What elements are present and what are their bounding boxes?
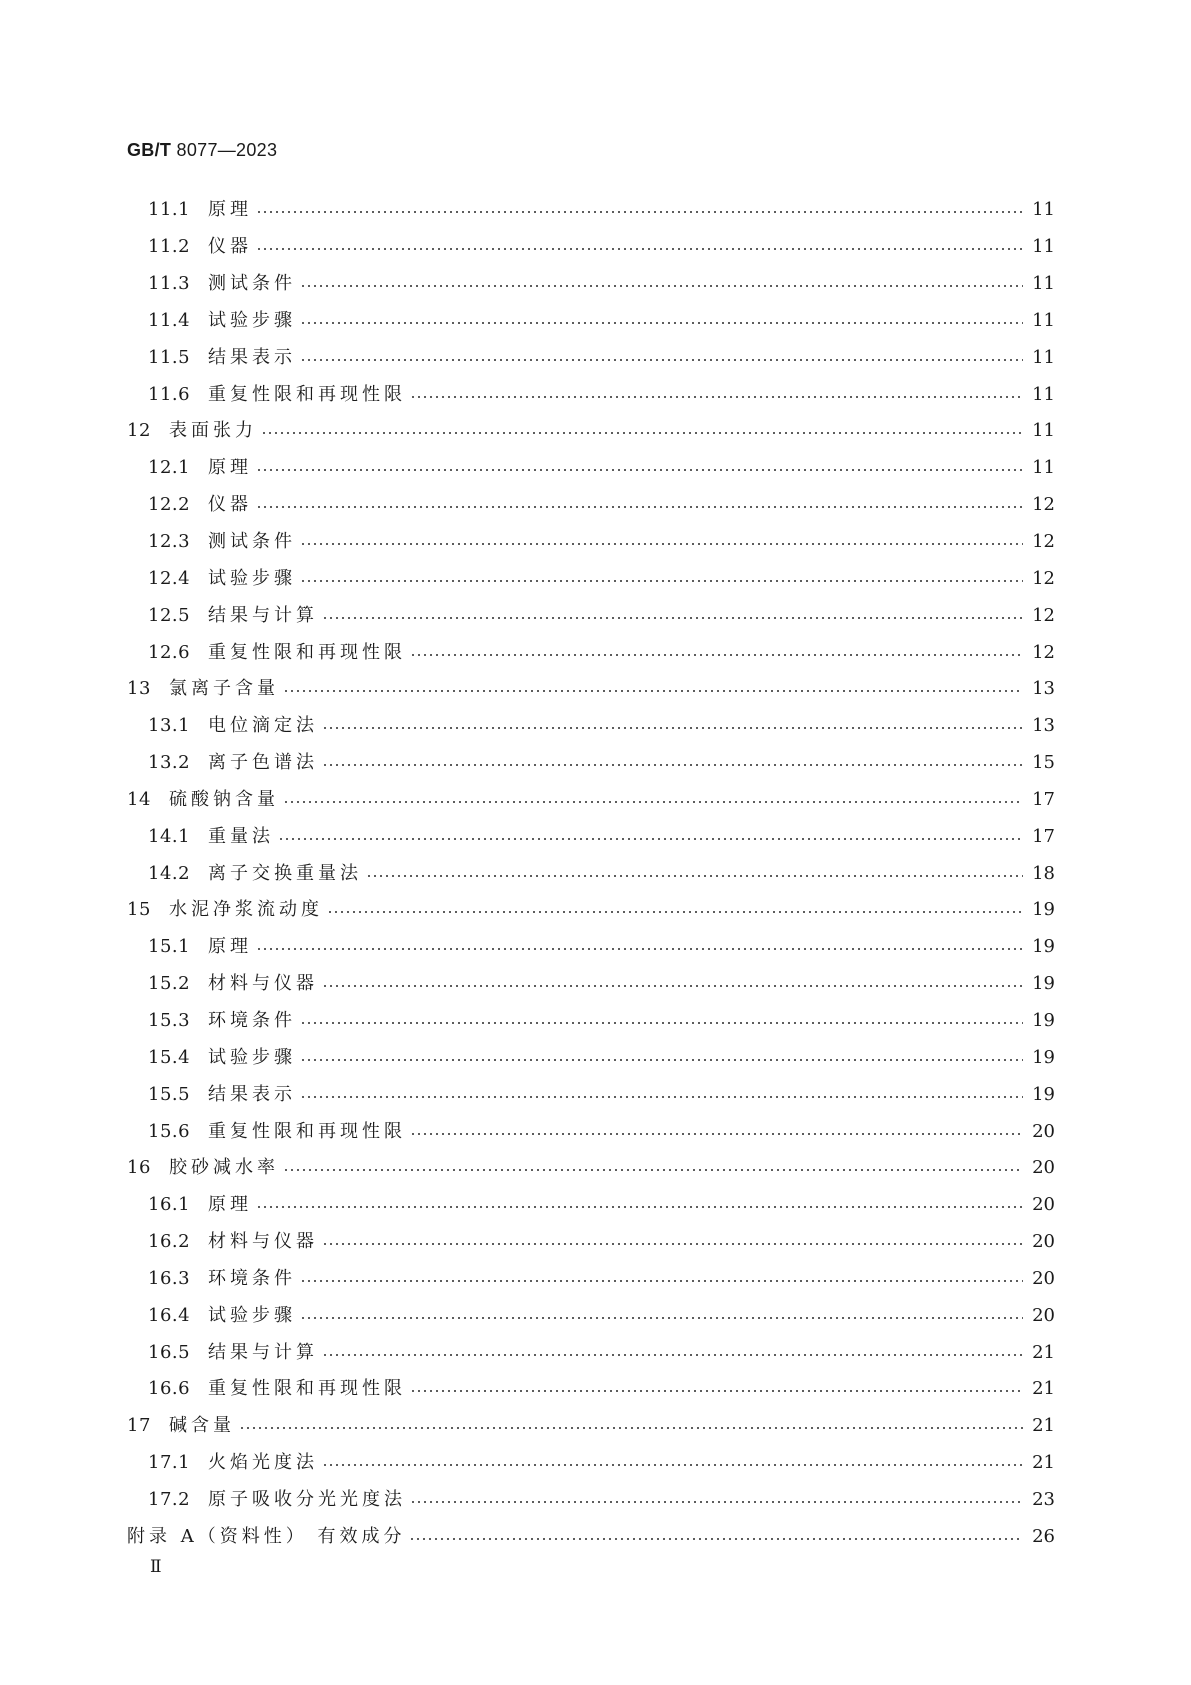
dot-leader bbox=[256, 1206, 1023, 1208]
dot-leader bbox=[283, 690, 1023, 692]
toc-entry[interactable] bbox=[127, 1334, 1055, 1371]
standard-code-header bbox=[127, 140, 277, 161]
toc-entry-page: 19 bbox=[1032, 1009, 1055, 1031]
toc-entry-title: 测试条件 bbox=[208, 531, 296, 553]
toc-entry-number: 14 bbox=[127, 788, 151, 810]
toc-entry-title: 结果与计算 bbox=[208, 604, 318, 626]
toc-entry-number: 11.5 bbox=[148, 346, 191, 368]
toc-entry-title: 重复性限和再现性限 bbox=[208, 1378, 406, 1400]
toc-entry[interactable] bbox=[127, 1113, 1055, 1150]
toc-entry-page: 13 bbox=[1032, 715, 1055, 737]
page-number: Ⅱ bbox=[150, 1557, 162, 1576]
toc-entry[interactable] bbox=[127, 1039, 1055, 1076]
toc-entry[interactable] bbox=[127, 782, 1055, 819]
toc-entry[interactable] bbox=[127, 1371, 1055, 1408]
toc-entry-number: 16.1 bbox=[148, 1194, 191, 1216]
dot-leader bbox=[256, 506, 1023, 508]
toc-entry-page: 23 bbox=[1032, 1488, 1055, 1510]
toc-entry-page: 12 bbox=[1032, 494, 1055, 516]
toc-entry[interactable] bbox=[127, 1518, 1055, 1555]
toc-entry-page: 19 bbox=[1032, 973, 1055, 995]
standard-number: 8077—2023 bbox=[176, 140, 278, 160]
toc-entry-page: 19 bbox=[1032, 1046, 1055, 1068]
toc-entry-title: 离子交换重量法 bbox=[208, 862, 362, 884]
toc-entry-number: 14.2 bbox=[148, 862, 191, 884]
toc-entry-title: 重量法 bbox=[208, 825, 274, 847]
dot-leader bbox=[239, 1427, 1023, 1429]
dot-leader bbox=[300, 1317, 1023, 1319]
dot-leader bbox=[278, 838, 1023, 840]
dot-leader bbox=[300, 359, 1023, 361]
toc-entry-page: 21 bbox=[1032, 1341, 1055, 1363]
toc-entry-page: 20 bbox=[1032, 1120, 1055, 1142]
toc-entry-title: 原理 bbox=[208, 936, 252, 958]
toc-entry-number: 12.6 bbox=[148, 641, 191, 663]
dot-leader bbox=[256, 948, 1023, 950]
toc-entry-page: 11 bbox=[1032, 420, 1055, 442]
toc-entry[interactable] bbox=[127, 266, 1055, 303]
toc-entry-page: 12 bbox=[1032, 531, 1055, 553]
dot-leader bbox=[300, 580, 1023, 582]
toc-entry-number: 11.2 bbox=[148, 236, 191, 258]
toc-entry-number: 16.4 bbox=[148, 1304, 191, 1326]
dot-leader bbox=[256, 469, 1023, 471]
toc-entry-title: 氯离子含量 bbox=[169, 678, 279, 700]
dot-leader bbox=[322, 1464, 1023, 1466]
dot-leader bbox=[300, 1280, 1023, 1282]
dot-leader bbox=[410, 1501, 1023, 1503]
toc-entry-title: 重复性限和再现性限 bbox=[208, 1120, 406, 1142]
toc-entry-title: 试验步骤 bbox=[208, 1046, 296, 1068]
dot-leader bbox=[409, 1538, 1023, 1540]
toc-entry-page: 19 bbox=[1032, 899, 1055, 921]
toc-entry-page: 11 bbox=[1032, 199, 1055, 221]
toc-entry-number: 16.2 bbox=[148, 1231, 191, 1253]
dot-leader bbox=[366, 875, 1023, 877]
toc-entry-title: 重复性限和再现性限 bbox=[208, 641, 406, 663]
toc-entry[interactable] bbox=[127, 560, 1055, 597]
dot-leader bbox=[300, 285, 1023, 287]
toc-entry-number: 12.1 bbox=[148, 457, 191, 479]
toc-entry-title: 结果表示 bbox=[208, 346, 296, 368]
toc-entry-title: 重复性限和再现性限 bbox=[208, 383, 406, 405]
toc-entry[interactable] bbox=[127, 413, 1055, 450]
toc-entry-number: 13 bbox=[127, 678, 151, 700]
toc-entry[interactable] bbox=[127, 1003, 1055, 1040]
toc-entry-page: 15 bbox=[1032, 752, 1055, 774]
toc-entry-number: 15 bbox=[127, 899, 151, 921]
toc-entry[interactable] bbox=[127, 376, 1055, 413]
toc-entry-title: 原理 bbox=[208, 457, 252, 479]
dot-leader bbox=[261, 432, 1023, 434]
toc-entry-number: 15.4 bbox=[148, 1046, 191, 1068]
toc-entry-title: 电位滴定法 bbox=[208, 715, 318, 737]
toc-entry-number: 16.6 bbox=[148, 1378, 191, 1400]
toc-entry-title: 测试条件 bbox=[208, 273, 296, 295]
toc-entry[interactable] bbox=[127, 966, 1055, 1003]
toc-entry-title: 环境条件 bbox=[208, 1009, 296, 1031]
toc-entry-number: 12 bbox=[127, 420, 151, 442]
toc-entry[interactable] bbox=[127, 1260, 1055, 1297]
toc-entry[interactable] bbox=[127, 1076, 1055, 1113]
toc-entry-number: 16.5 bbox=[148, 1341, 191, 1363]
toc-entry-page: 11 bbox=[1032, 236, 1055, 258]
toc-entry-page: 20 bbox=[1032, 1304, 1055, 1326]
toc-entry-page: 11 bbox=[1032, 273, 1055, 295]
toc-entry[interactable] bbox=[127, 1187, 1055, 1224]
toc-entry-page: 20 bbox=[1032, 1267, 1055, 1289]
dot-leader bbox=[300, 1096, 1023, 1098]
toc-entry-number: 17.2 bbox=[148, 1488, 191, 1510]
table-of-contents bbox=[127, 192, 1055, 1555]
toc-entry[interactable] bbox=[127, 708, 1055, 745]
toc-entry[interactable] bbox=[127, 487, 1055, 524]
toc-entry-page: 11 bbox=[1032, 346, 1055, 368]
toc-entry-page: 17 bbox=[1032, 825, 1055, 847]
toc-entry-number: 14.1 bbox=[148, 825, 191, 847]
toc-entry-page: 13 bbox=[1032, 678, 1055, 700]
dot-leader bbox=[322, 985, 1023, 987]
toc-entry-title: 仪器 bbox=[208, 494, 252, 516]
dot-leader bbox=[300, 543, 1023, 545]
dot-leader bbox=[410, 1390, 1023, 1392]
toc-entry-number: 15.2 bbox=[148, 973, 191, 995]
dot-leader bbox=[322, 1243, 1023, 1245]
toc-entry[interactable] bbox=[127, 303, 1055, 340]
dot-leader bbox=[283, 1169, 1023, 1171]
toc-entry-number: 13.2 bbox=[148, 752, 191, 774]
toc-entry[interactable] bbox=[127, 1445, 1055, 1482]
toc-entry-title: 原子吸收分光光度法 bbox=[208, 1488, 406, 1510]
dot-leader bbox=[322, 617, 1023, 619]
toc-entry[interactable] bbox=[127, 229, 1055, 266]
toc-entry[interactable] bbox=[127, 892, 1055, 929]
toc-entry[interactable] bbox=[127, 1297, 1055, 1334]
toc-entry-title: 试验步骤 bbox=[208, 567, 296, 589]
toc-entry[interactable] bbox=[127, 1224, 1055, 1261]
toc-entry-title: 结果表示 bbox=[208, 1083, 296, 1105]
toc-entry-page: 20 bbox=[1032, 1157, 1055, 1179]
toc-entry-title: 胶砂减水率 bbox=[169, 1157, 279, 1179]
toc-entry-number: 16 bbox=[127, 1157, 151, 1179]
toc-entry-page: 11 bbox=[1032, 309, 1055, 331]
toc-entry-page: 19 bbox=[1032, 936, 1055, 958]
toc-entry-page: 21 bbox=[1032, 1415, 1055, 1437]
toc-entry-title: 离子色谱法 bbox=[208, 752, 318, 774]
toc-entry-number: 12.2 bbox=[148, 494, 191, 516]
toc-entry-page: 11 bbox=[1032, 383, 1055, 405]
toc-entry-title: 碱含量 bbox=[169, 1415, 235, 1437]
toc-entry-number: 13.1 bbox=[148, 715, 191, 737]
toc-entry[interactable] bbox=[127, 450, 1055, 487]
toc-entry-page: 21 bbox=[1032, 1378, 1055, 1400]
dot-leader bbox=[410, 396, 1023, 398]
standard-prefix: GB/T bbox=[127, 140, 172, 160]
toc-entry-page: 12 bbox=[1032, 567, 1055, 589]
toc-entry-title: 试验步骤 bbox=[208, 1304, 296, 1326]
toc-entry[interactable] bbox=[127, 597, 1055, 634]
dot-leader bbox=[327, 911, 1023, 913]
toc-entry-number: 15.1 bbox=[148, 936, 191, 958]
toc-entry-page: 19 bbox=[1032, 1083, 1055, 1105]
toc-entry[interactable] bbox=[127, 929, 1055, 966]
toc-entry-title: 环境条件 bbox=[208, 1267, 296, 1289]
toc-entry-page: 20 bbox=[1032, 1231, 1055, 1253]
toc-entry[interactable] bbox=[127, 855, 1055, 892]
toc-entry-number: 11.1 bbox=[148, 199, 191, 221]
toc-entry[interactable] bbox=[127, 818, 1055, 855]
toc-entry-title: 附录 A（资料性） 有效成分 bbox=[127, 1525, 406, 1547]
toc-entry[interactable] bbox=[127, 524, 1055, 561]
toc-entry-number: 11.4 bbox=[148, 309, 191, 331]
toc-entry-title: 试验步骤 bbox=[208, 309, 296, 331]
toc-entry[interactable] bbox=[127, 634, 1055, 671]
toc-entry-page: 18 bbox=[1032, 862, 1055, 884]
toc-entry-page: 20 bbox=[1032, 1194, 1055, 1216]
dot-leader bbox=[300, 322, 1023, 324]
toc-entry-number: 17.1 bbox=[148, 1452, 191, 1474]
toc-entry-number: 12.5 bbox=[148, 604, 191, 626]
toc-entry-title: 火焰光度法 bbox=[208, 1452, 318, 1474]
toc-entry-page: 26 bbox=[1032, 1525, 1055, 1547]
toc-entry[interactable] bbox=[127, 339, 1055, 376]
toc-entry-number: 15.6 bbox=[148, 1120, 191, 1142]
toc-entry-number: 11.3 bbox=[148, 273, 191, 295]
toc-entry-title: 原理 bbox=[208, 199, 252, 221]
toc-entry-title: 表面张力 bbox=[169, 420, 257, 442]
dot-leader bbox=[322, 764, 1023, 766]
toc-entry-number: 12.4 bbox=[148, 567, 191, 589]
toc-entry[interactable] bbox=[127, 192, 1055, 229]
toc-entry-number: 15.3 bbox=[148, 1009, 191, 1031]
toc-entry-page: 17 bbox=[1032, 788, 1055, 810]
toc-entry-title: 仪器 bbox=[208, 236, 252, 258]
toc-entry-page: 12 bbox=[1032, 604, 1055, 626]
dot-leader bbox=[283, 801, 1023, 803]
dot-leader bbox=[256, 248, 1023, 250]
dot-leader bbox=[300, 1022, 1023, 1024]
toc-entry-number: 15.5 bbox=[148, 1083, 191, 1105]
toc-entry-page: 11 bbox=[1032, 457, 1055, 479]
toc-entry-title: 材料与仪器 bbox=[208, 1231, 318, 1253]
dot-leader bbox=[410, 654, 1023, 656]
dot-leader bbox=[410, 1133, 1023, 1135]
toc-entry-title: 硫酸钠含量 bbox=[169, 788, 279, 810]
toc-entry[interactable] bbox=[127, 1150, 1055, 1187]
toc-entry-title: 水泥净浆流动度 bbox=[169, 899, 323, 921]
toc-entry[interactable] bbox=[127, 671, 1055, 708]
toc-entry-number: 12.3 bbox=[148, 531, 191, 553]
dot-leader bbox=[322, 727, 1023, 729]
toc-entry-title: 材料与仪器 bbox=[208, 973, 318, 995]
dot-leader bbox=[256, 211, 1023, 213]
toc-entry[interactable] bbox=[127, 745, 1055, 782]
toc-entry-title: 原理 bbox=[208, 1194, 252, 1216]
toc-entry[interactable] bbox=[127, 1408, 1055, 1445]
toc-entry-title: 结果与计算 bbox=[208, 1341, 318, 1363]
dot-leader bbox=[300, 1059, 1023, 1061]
toc-entry-number: 11.6 bbox=[148, 383, 191, 405]
toc-entry-page: 21 bbox=[1032, 1452, 1055, 1474]
toc-entry-number: 17 bbox=[127, 1415, 151, 1437]
dot-leader bbox=[322, 1354, 1023, 1356]
toc-entry-number: 16.3 bbox=[148, 1267, 191, 1289]
toc-entry[interactable] bbox=[127, 1482, 1055, 1519]
toc-entry-page: 12 bbox=[1032, 641, 1055, 663]
